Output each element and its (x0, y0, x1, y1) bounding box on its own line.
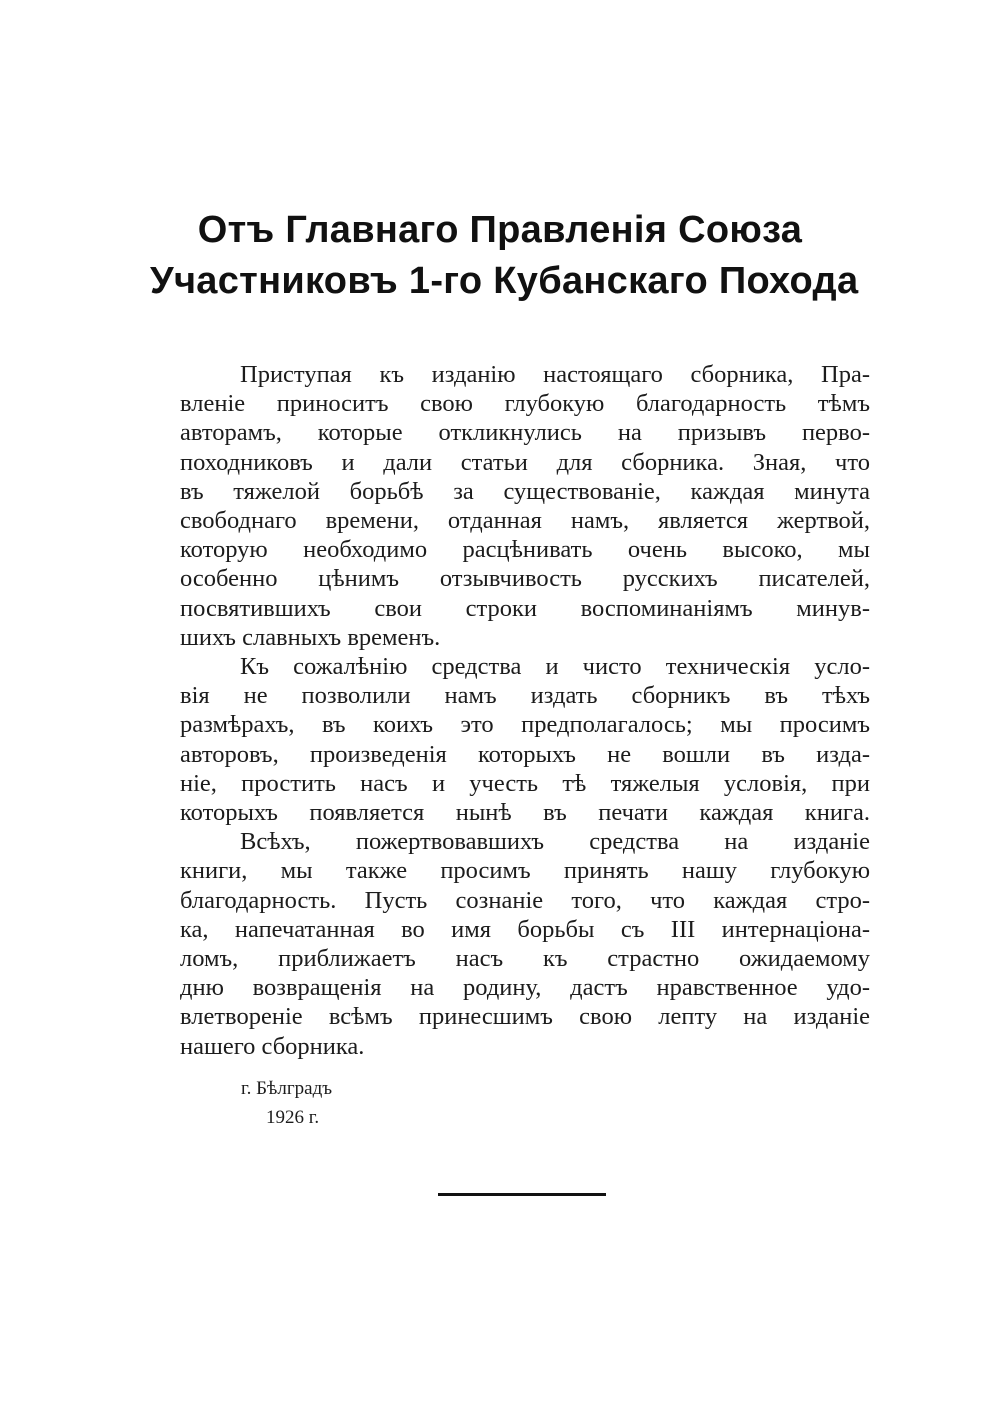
text-line: Всѣхъ, пожертвовавшихъ средства на изданіе (240, 828, 870, 856)
paragraph-1 (180, 360, 870, 652)
text-line: авторамъ, которые откликнулись на призывъ перво- (180, 419, 870, 447)
title-line-2: Участниковъ 1-го Кубанскаго Похода (150, 260, 859, 302)
text-line: особенно цѣнимъ отзывчивость русскихъ писателей, (180, 565, 870, 593)
text-line: дню возвращенія на родину, дастъ нравственное удо- (180, 974, 870, 1002)
text-line: посвятившихъ свои строки воспоминаніямъ минув- (180, 594, 870, 622)
text-line: въ тяжелой борьбѣ за существованіе, каждая минута (180, 477, 870, 505)
signature-year: 1926 г. (266, 1107, 320, 1128)
text-line: которую необходимо расцѣнивать очень высоко, мы (180, 536, 870, 564)
paragraph-2 (180, 652, 870, 827)
text-line: Приступая къ изданію настоящаго сборника, Пра- (240, 361, 870, 388)
title-line-1: Отъ Главнаго Правленія Союза (197, 209, 803, 251)
page-title (150, 205, 859, 307)
closing-rule (438, 1193, 606, 1196)
text-line: ніе, простить насъ и учесть тѣ тяжелыя условія, при (180, 769, 870, 797)
text-line: нашего сборника. (180, 1032, 365, 1060)
signature-place: г. Бѣлградъ (241, 1078, 333, 1099)
body-text (180, 360, 870, 1061)
text-line: ка, напечатанная во имя борьбы съ III интернаціона- (180, 915, 870, 943)
text-line: которыхъ появляется нынѣ въ печати каждая книга. (180, 799, 870, 827)
text-line: благодарность. Пусть сознаніе того, что каждая стро- (180, 886, 870, 914)
text-line: походниковъ и дали статьи для сборника. Зная, что (180, 448, 870, 476)
text-line: влетвореніе всѣмъ принесшимъ свою лепту на изданіе (180, 1003, 870, 1031)
text-line: шихъ славныхъ временъ. (180, 623, 441, 651)
text-line: ломъ, приближаетъ насъ къ страстно ожидаемому (180, 945, 870, 973)
text-line: Къ сожалѣнію средства и чисто техническія усло- (240, 653, 870, 681)
text-line: свободнаго времени, отданная намъ, является жертвой, (180, 507, 870, 535)
text-line: размѣрахъ, въ коихъ это предполагалось; мы просимъ (180, 711, 870, 739)
text-line: книги, мы также просимъ принять нашу глубокую (180, 857, 870, 885)
text-line: вія не позволили намъ издать сборникъ въ тѣхъ (180, 682, 870, 710)
text-line: авторовъ, произведенія которыхъ не вошли въ изда- (180, 740, 870, 768)
paragraph-3 (180, 827, 870, 1061)
text-line: вленіе приноситъ свою глубокую благодарность тѣмъ (180, 390, 870, 418)
